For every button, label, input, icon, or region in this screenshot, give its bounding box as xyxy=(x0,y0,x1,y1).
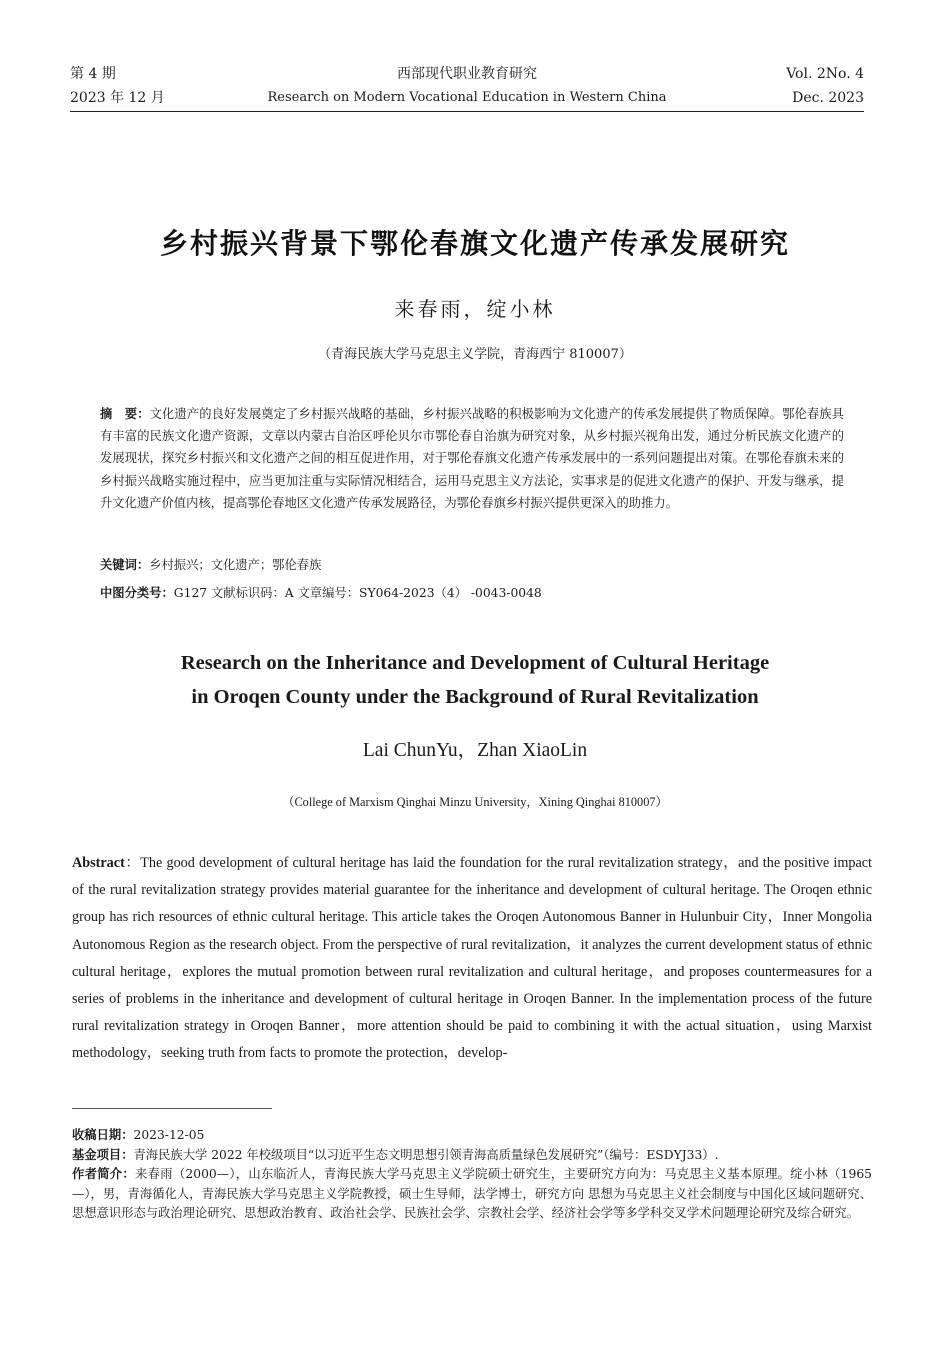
keywords-cn-text: 乡村振兴；文化遗产；鄂伦春族 xyxy=(149,558,322,572)
abstract-en-text: ：The good development of cultural heritage has laid the foundation for the rural revitalization strategy，and the positive impact of the rural revitalization strategy provides material guarantee for the inheritance and development of cultural heritage. The Oroqen ethnic group has rich resources of ethnic cultural heritage. This article takes the Oroqen Autonomous Banner in Hulunbuir City，Inner Mongolia Autonomous Region as the research object. From the perspective of rural revitalization，it analyzes the current development status of ethnic cultural heritage，explores the mutual promotion between rural revitalization and cultural heritage，and proposes countermeasures for a series of problems in the inheritance and development of cultural heritage in Oroqen Banner. In the implementation process of the future rural revitalization strategy in Oroqen Banner，more attention should be paid to combining it with the actual situation，using Marxist methodology，seeking truth from facts to promote the protection，develop- xyxy=(72,855,872,1062)
title-en-line2: in Oroqen County under the Background of Rural Revitalization xyxy=(191,686,759,708)
issue-number: 第 4 期 xyxy=(70,66,116,82)
authors-cn: 来春雨，绽小林 xyxy=(394,297,556,321)
header-center xyxy=(70,62,864,110)
abstract-en xyxy=(72,850,872,1068)
footnote-rule xyxy=(72,1108,272,1109)
keywords-cn-label: 关键词： xyxy=(100,558,150,572)
classification-cn-text: G127 文献标识码：A 文章编号：SY064-2023（4） -0043-0048 xyxy=(173,586,542,600)
running-header xyxy=(70,62,864,110)
issue-date-en: Dec. 2023 xyxy=(792,90,864,106)
journal-name-cn: 西部现代职业教育研究 xyxy=(397,66,537,82)
volume-number: Vol. 2No. 4 xyxy=(786,66,864,82)
received-label: 收稿日期： xyxy=(72,1128,134,1142)
issue-date-cn: 2023 年 12 月 xyxy=(70,90,165,106)
footnote-received xyxy=(72,1126,872,1146)
received-date: 2023-12-05 xyxy=(133,1128,205,1142)
journal-name-en: Research on Modern Vocational Education in Western China xyxy=(267,90,667,105)
footnote-author xyxy=(72,1165,872,1224)
abstract-en-label: Abstract xyxy=(72,855,125,871)
classification-cn xyxy=(100,583,844,603)
header-right xyxy=(786,62,864,110)
authors-en: Lai ChunYu，Zhan XiaoLin xyxy=(362,740,588,761)
footnotes xyxy=(72,1126,872,1224)
classification-cn-label: 中图分类号： xyxy=(100,586,174,600)
title-cn: 乡村振兴背景下鄂伦春旗文化遗产传承发展研究 xyxy=(159,227,790,260)
title-en-line1: Research on the Inheritance and Development of Cultural Heritage xyxy=(180,652,770,674)
fund-label: 基金项目： xyxy=(72,1147,134,1162)
fund-text: 青海民族大学 2022 年校级项目“以习近平生态文明思想引领青海高质量绿色发展研究”（编号：ESDYJ33）. xyxy=(133,1147,719,1162)
keywords-cn xyxy=(100,555,844,575)
author-bio-text: 来春雨（2000—），山东临沂人，青海民族大学马克思主义学院硕士研究生，主要研究方向为：马克思主义基本原理。绽小林（1965—），男，青海循化人，青海民族大学马克思主义学院教授，硕士生导师，法学博士，研究方向 思想为马克思主义社会制度与中国化区域问题研究、思想意识形态与政治理论研究、思想政治教育、政治社会学、民族社会学、宗教社会学、经济社会学等多学科交叉学术问题理论研究及综合研究。 xyxy=(72,1167,872,1221)
abstract-cn-label: 摘 要： xyxy=(100,407,150,421)
author-bio-label: 作者简介： xyxy=(72,1167,136,1182)
header-rule xyxy=(70,111,864,112)
title-en xyxy=(60,646,890,714)
affiliation-cn: （青海民族大学马克思主义学院，青海西宁 810007） xyxy=(318,347,632,362)
abstract-cn-text: 文化遗产的良好发展奠定了乡村振兴战略的基础，乡村振兴战略的积极影响为文化遗产的传承发展提供了物质保障。鄂伦春族具有丰富的民族文化遗产资源，文章以内蒙古自治区呼伦贝尔市鄂伦春自治旗为研究对象，从乡村振兴视角出发，通过分析民族文化遗产的发展现状，探究乡村振兴和文化遗产之间的相互促进作用，对于鄂伦春旗文化遗产传承发展中的一系列问题提出对策。在鄂伦春旗未来的乡村振兴战略实施过程中，应当更加注重与实际情况相结合，运用马克思主义方法论，实事求是的促进文化遗产的保护、开发与继承，提升文化遗产价值内核，提高鄂伦春地区文化遗产传承发展路径，为鄂伦春旗乡村振兴提供更深入的助推力。 xyxy=(100,407,844,510)
footnote-fund xyxy=(72,1146,872,1166)
affiliation-en: （College of Marxism Qinghai Minzu University，Xining Qinghai 810007） xyxy=(282,795,668,809)
abstract-cn xyxy=(100,403,844,514)
